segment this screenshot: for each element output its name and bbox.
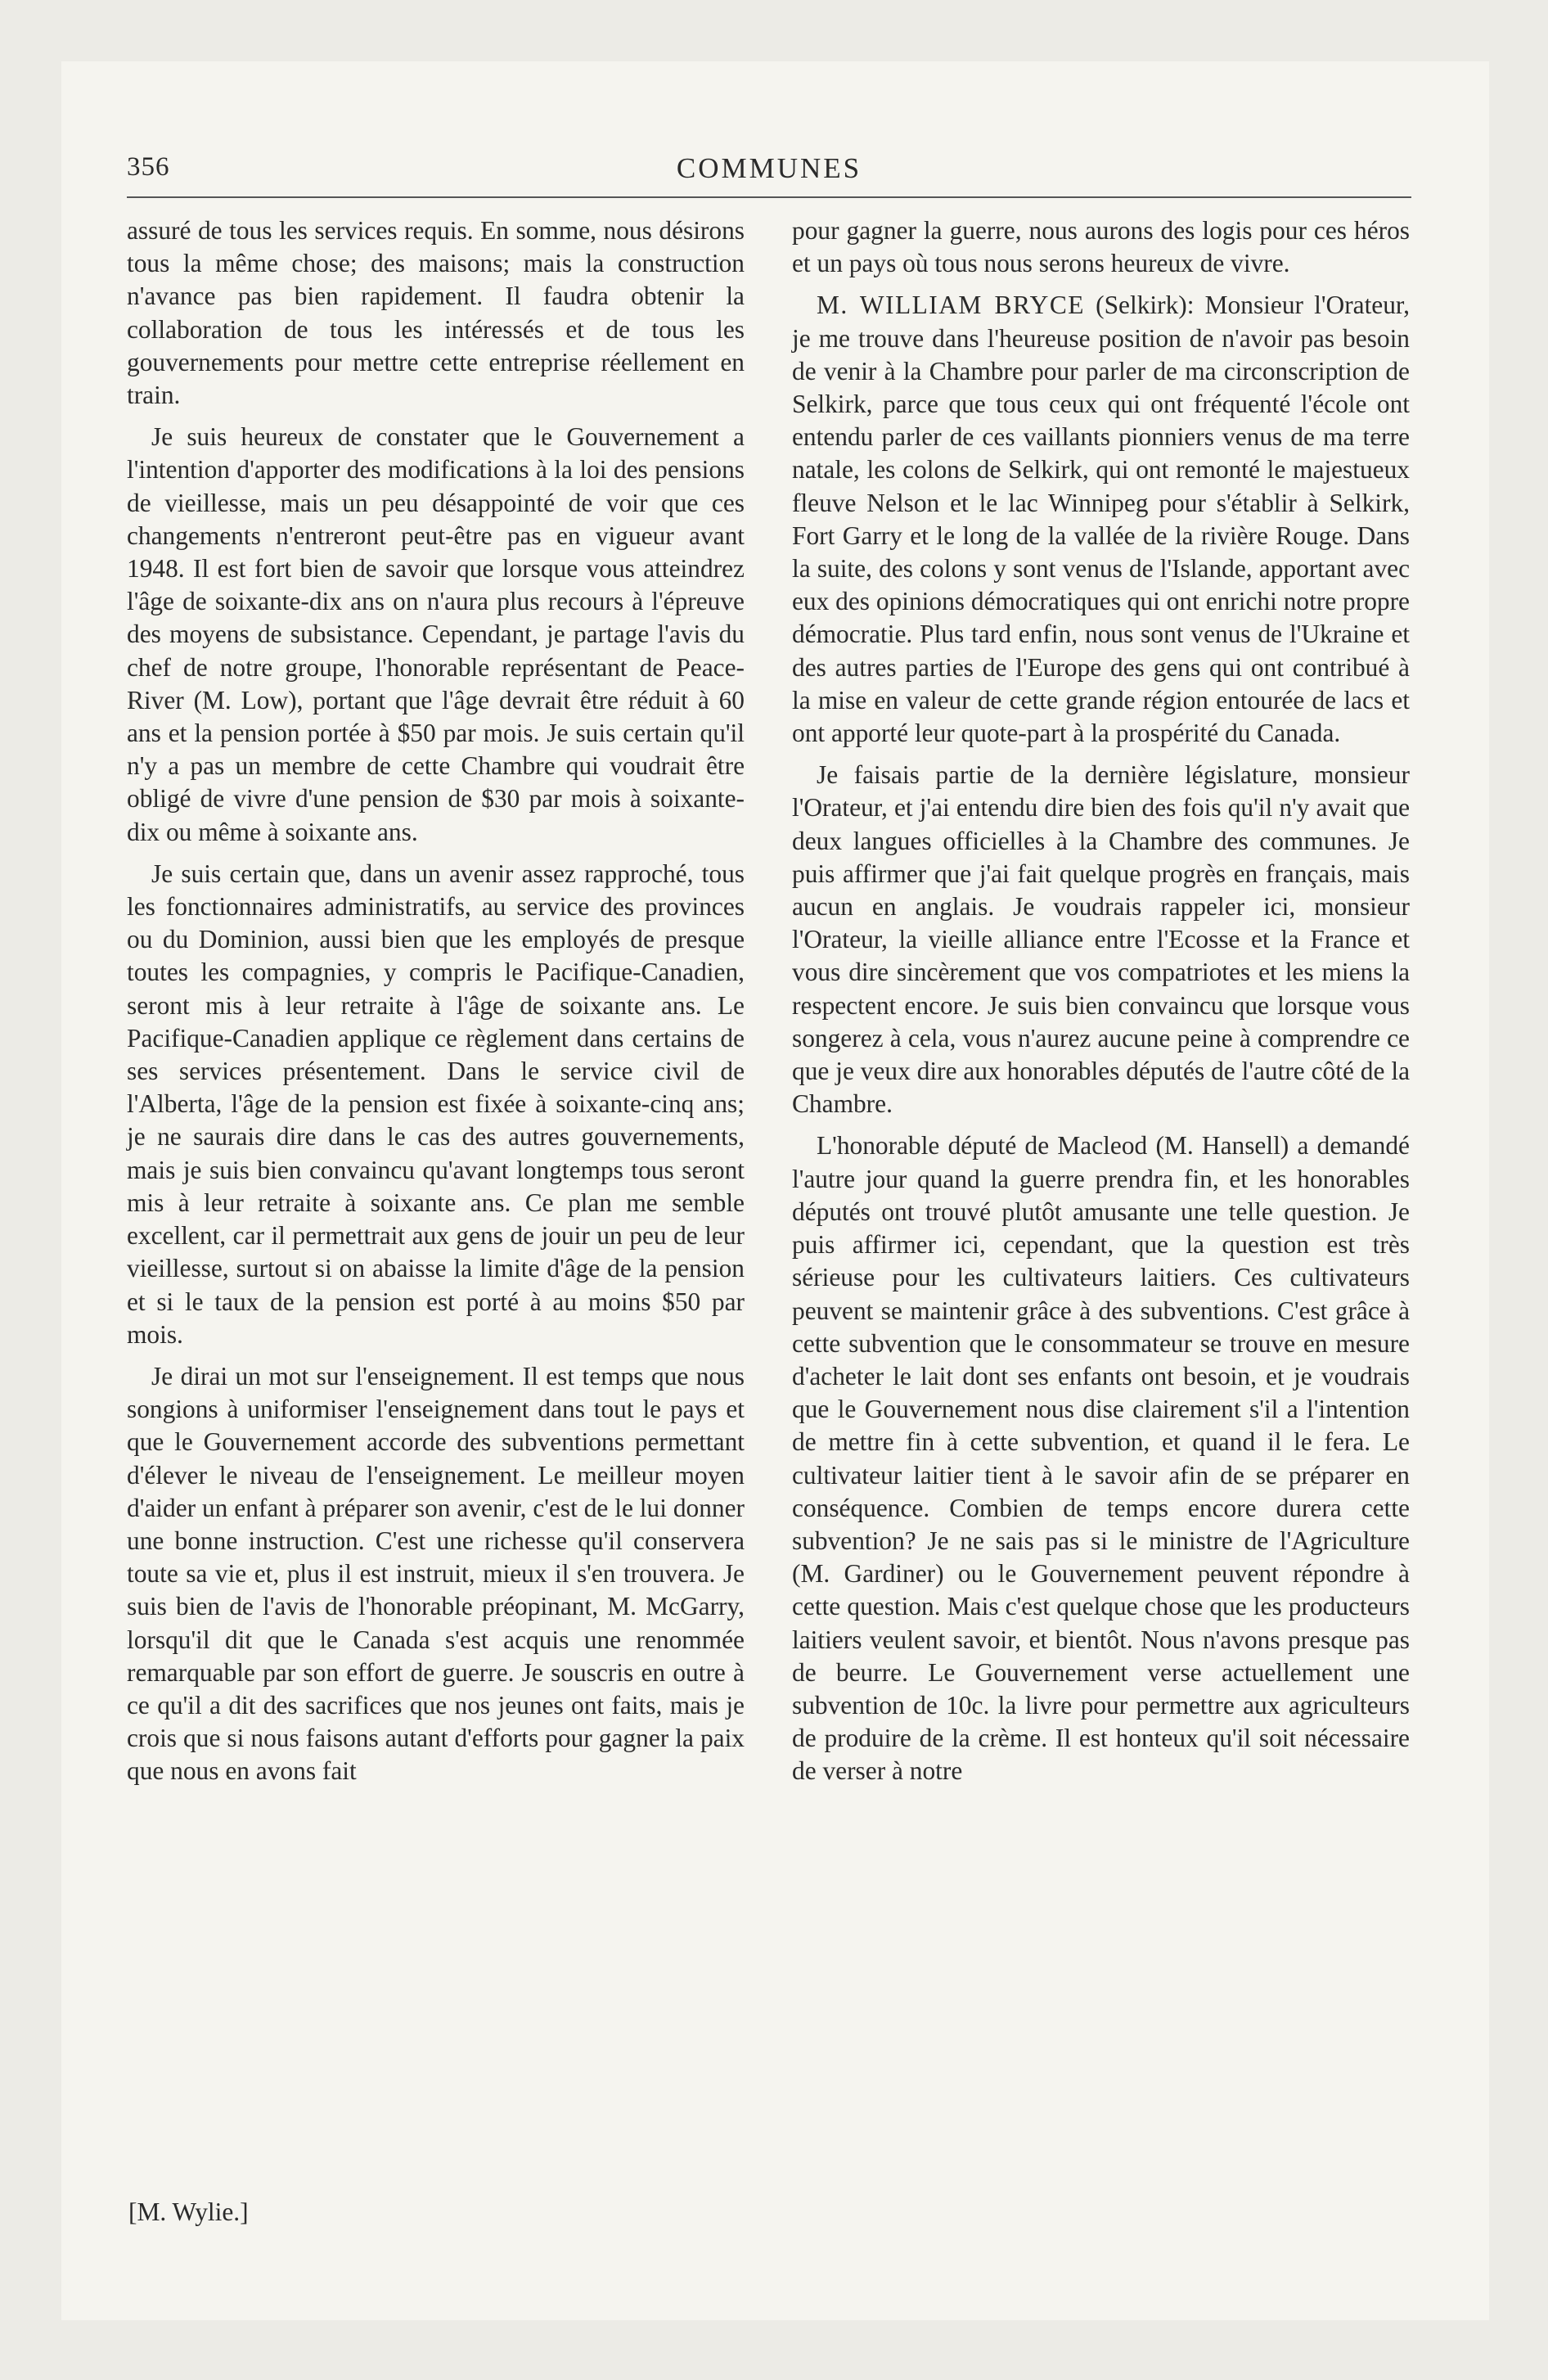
continuation-paragraph: pour gagner la guerre, nous aurons des logis pour ces héros et un pays où tous nous serons heureux de vivre. xyxy=(792,216,1410,278)
speaker-paragraph xyxy=(792,289,1410,750)
header-rule xyxy=(127,196,1411,198)
paragraph: Je suis heureux de constater que le Gouvernement a l'intention d'apporter des modifications à la loi des pensions de vieillesse, mais un peu désappointé de voir que ces changements n'entreront peut-être pas en vigueur avant 1948. Il est fort bien de savoir que lorsque vous atteindrez l'âge de soixante-dix ans on n'aura plus recours à l'épreuve des moyens de subsistance. Cependant, je partage l'avis du chef de notre groupe, l'honorable représentant de Peace-River (M. Low), portant que l'âge devrait être réduit à 60 ans et la pension portée à $50 par mois. Je suis certain qu'il n'y a pas un membre de cette Chambre qui voudrait être obligé de vivre d'une pension de $30 par mois à soixante-dix ou même à soixante ans. xyxy=(127,422,745,846)
right-column xyxy=(792,214,1410,1797)
running-title: COMMUNES xyxy=(676,152,862,184)
paragraph: L'honorable député de Macleod (M. Hansell) a demandé l'autre jour quand la guerre prendra fin, et les honorables députés ont trouvé plutôt amusante une telle question. Je puis affirmer ici, cependant, que la question est très sérieuse pour les cultivateurs laitiers. Ces cultivateurs peuvent se maintenir grâce à des subventions. C'est grâce à cette subvention que le consommateur se trouve en mesure d'acheter le lait dont ses enfants ont besoin, et je voudrais que le Gouvernement nous dise clairement s'il a l'intention de mettre fin à cette subvention, et quand il le fera. Le cultivateur laitier tient à le savoir afin de se préparer en conséquence. Combien de temps encore durera cette subvention? Je ne sais pas si le ministre de l'Agriculture (M. Gardiner) ou le Gouvernement peuvent répondre à cette question. Mais c'est quelque chose que les producteurs laitiers veulent savoir, et bientôt. Nous n'avons presque pas de beurre. Le Gouvernement verse actuellement une subvention de 10c. la livre pour permettre aux agriculteurs de produire de la crème. Il est honteux qu'il soit nécessaire de verser à notre xyxy=(792,1131,1410,1786)
speaker-attribution: [M. Wylie.] xyxy=(128,2197,249,2226)
speaker-name: M. WILLIAM BRYCE xyxy=(817,291,1085,320)
paragraph: assuré de tous les services requis. En somme, nous désirons tous la même chose; des maisons; mais la construction n'avance pas bien rapidement. Il faudra obtenir la collaboration de tous les intéressés et de tous les gouvernements pour mettre cette entreprise réellement en train. xyxy=(127,216,745,410)
page-header xyxy=(127,152,1411,195)
speaker-riding: (Selkirk): xyxy=(1096,291,1195,320)
page-number: 356 xyxy=(127,152,170,182)
speech-text: Monsieur l'Orateur, je me trouve dans l'heureuse position de n'avoir pas besoin de venir à la Chambre pour parler de ma circonscription de Selkirk, parce que tous ceux qui ont fréquenté l'école ont entendu parler de ces vaillants pionniers venus de ma terre natale, les colons de Selkirk, qui ont remonté le majestueux fleuve Nelson et le lac Winnipeg pour s'établir à Selkirk, Fort Garry et le long de la vallée de la rivière Rouge. Dans la suite, des colons y sont venus de l'Islande, apportant avec eux des opinions démocratiques qui ont enrichi notre propre démocratie. Plus tard enfin, nous sont venus de l'Ukraine et des autres parties de l'Europe des gens qui ont contribué à la mise en valeur de cette grande région entourée de lacs et ont apporté leur quote-part à la prospérité du Canada. xyxy=(792,291,1410,748)
left-column xyxy=(127,214,745,1797)
paragraph: Je dirai un mot sur l'enseignement. Il est temps que nous songions à uniformiser l'enseignement dans tout le pays et que le Gouvernement accorde des subventions permettant d'élever le niveau de l'enseignement. Le meilleur moyen d'aider un enfant à préparer son avenir, c'est de le lui donner une bonne instruction. C'est une richesse qu'il conservera toute sa vie et, plus il est instruit, mieux il s'en trouvera. Je suis bien de l'avis de l'honorable préopinant, M. McGarry, lorsqu'il dit que le Canada s'est acquis une renommée remarquable par son effort de guerre. Je souscris en outre à ce qu'il a dit des sacrifices que nos jeunes ont faits, mais je crois que si nous faisons autant d'efforts pour gagner la paix que nous en avons fait xyxy=(127,1361,745,1786)
paragraph: Je faisais partie de la dernière législature, monsieur l'Orateur, et j'ai entendu dire bien des fois qu'il n'y avait que deux langues officielles à la Chambre des communes. Je puis affirmer que j'ai fait quelque progrès en français, mais aucun en anglais. Je voudrais rappeler ici, monsieur l'Orateur, la vieille alliance entre l'Ecosse et la France et vous dire sincèrement que vos compatriotes et les miens la respectent encore. Je suis bien convaincu que lorsque vous songerez à cela, vous n'aurez aucune peine à comprendre ce que je veux dire aux honorables députés de l'autre côté de la Chambre. xyxy=(792,760,1410,1119)
paragraph: Je suis certain que, dans un avenir assez rapproché, tous les fonctionnaires administratifs, au service des provinces ou du Dominion, aussi bien que les employés de presque toutes les compagnies, y compris le Pacifique-Canadien, seront mis à leur retraite à l'âge de soixante ans. Le Pacifique-Canadien applique ce règlement dans certains de ses services présentement. Dans le service civil de l'Alberta, l'âge de la pension est fixée à soixante-cinq ans; je ne saurais dire dans le cas des autres gouvernements, mais je suis bien convaincu qu'avant longtemps tous seront mis à leur retraite à soixante ans. Ce plan me semble excellent, car il permettrait aux gens de jouir un peu de leur vieillesse, surtout si on abaisse la limite d'âge de la pension et si le taux de la pension est porté à au moins $50 par mois. xyxy=(127,859,745,1349)
